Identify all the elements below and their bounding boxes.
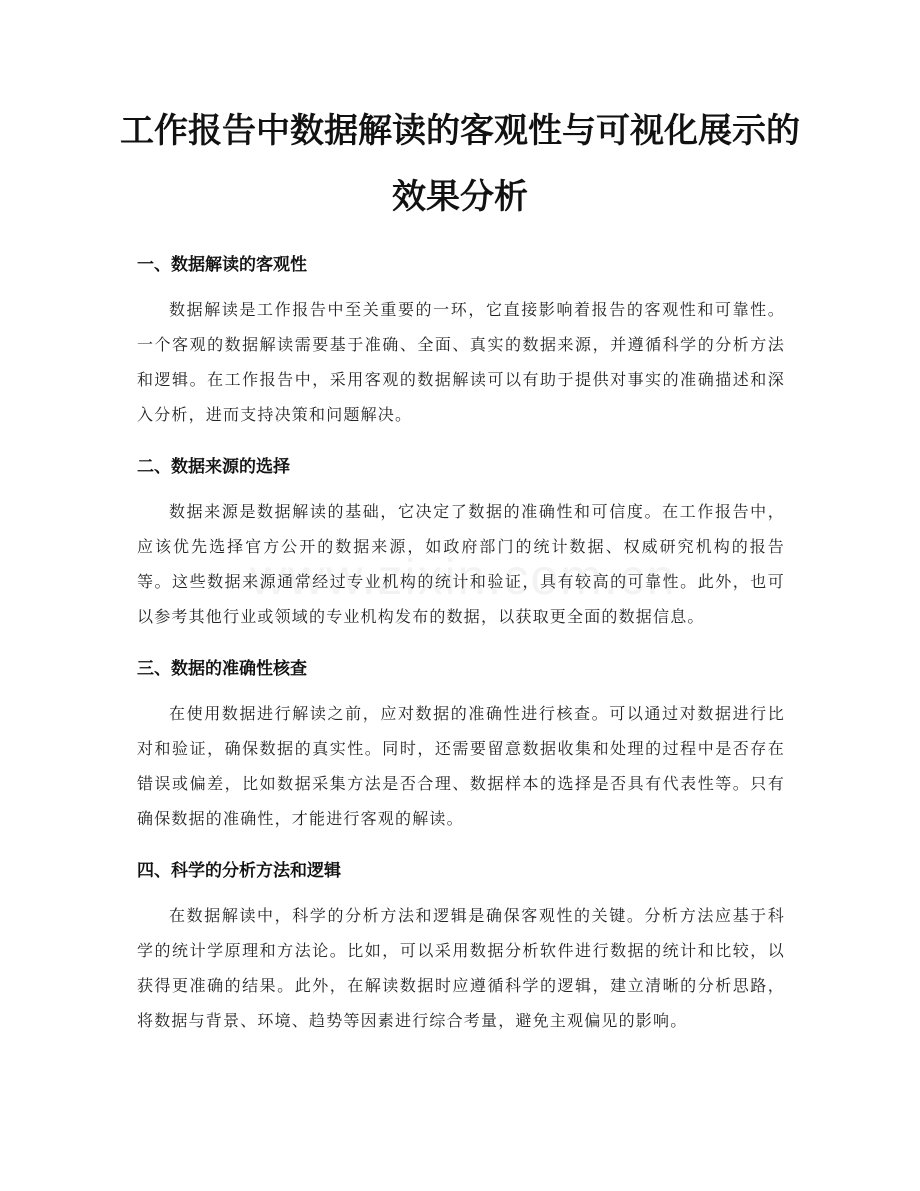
section-heading: 三、数据的准确性核查: [137, 659, 307, 679]
section-3: [137, 652, 785, 836]
section-heading: 四、科学的分析方法和逻辑: [137, 861, 341, 881]
section-heading: 一、数据解读的客观性: [137, 255, 307, 275]
section-paragraph: 数据来源是数据解读的基础，它决定了数据的准确性和可信度。在工作报告中，应该优先选择官方公开的数据来源，如政府部门的统计数据、权威研究机构的报告等。这些数据来源通常经过专业机构的统计和验证，具有较高的可靠性。此外，也可以参考其他行业或领域的专业机构发布的数据，以获取更全面的数据信息。: [137, 502, 785, 626]
document-body: [137, 248, 785, 1056]
section-4: [137, 854, 785, 1038]
document-title: 工作报告中数据解读的客观性与可视化展示的效果分析: [120, 111, 800, 217]
section-heading: 二、数据来源的选择: [137, 457, 290, 477]
section-paragraph: 数据解读是工作报告中至关重要的一环，它直接影响着报告的客观性和可靠性。一个客观的数据解读需要基于准确、全面、真实的数据来源，并遵循科学的分析方法和逻辑。在工作报告中，采用客观的数据解读可以有助于提供对事实的准确描述和深入分析，进而支持决策和问题解决。: [137, 300, 785, 424]
section-paragraph: 在使用数据进行解读之前，应对数据的准确性进行核查。可以通过对数据进行比对和验证，确保数据的真实性。同时，还需要留意数据收集和处理的过程中是否存在错误或偏差，比如数据采集方法是否合理、数据样本的选择是否具有代表性等。只有确保数据的准确性，才能进行客观的解读。: [137, 704, 785, 828]
section-paragraph: 在数据解读中，科学的分析方法和逻辑是确保客观性的关键。分析方法应基于科学的统计学原理和方法论。比如，可以采用数据分析软件进行数据的统计和比较，以获得更准确的结果。此外，在解读数据时应遵循科学的逻辑，建立清晰的分析思路，将数据与背景、环境、趋势等因素进行综合考量，避免主观偏见的影响。: [137, 906, 785, 1030]
section-2: [137, 450, 785, 634]
section-1: [137, 248, 785, 432]
